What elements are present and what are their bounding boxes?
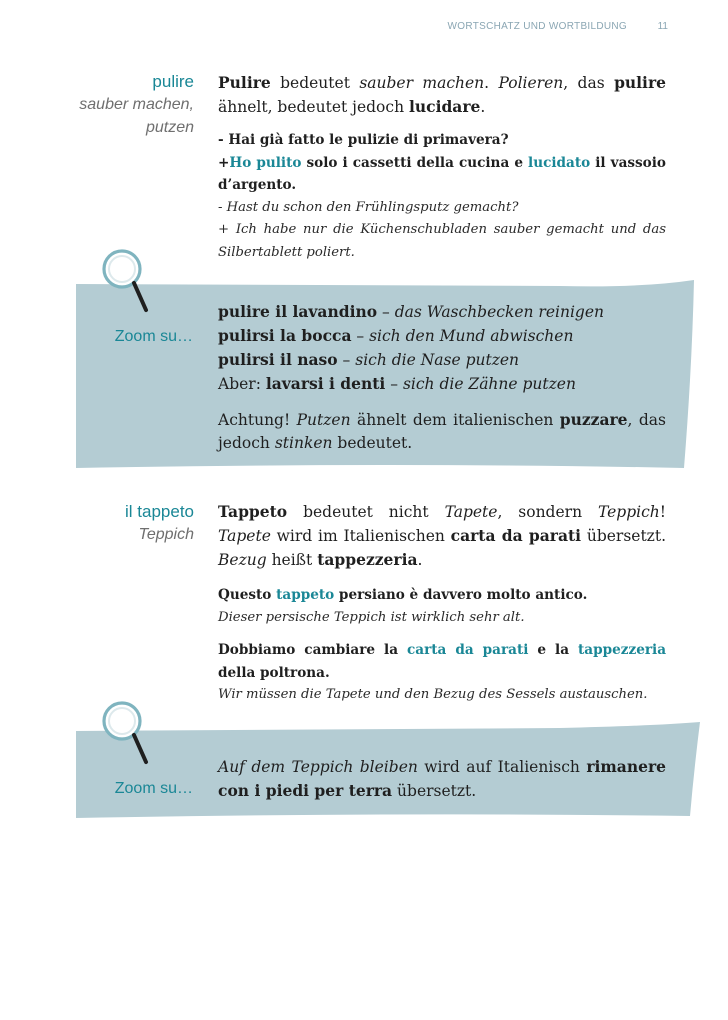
entry-body-tappeto (218, 500, 666, 707)
headword: il tappeto (125, 502, 194, 521)
zoom-box (0, 248, 728, 478)
zoom-label: Zoom su… (114, 328, 193, 345)
running-header (0, 21, 728, 37)
example-italian: - Hai già fatto le pulizie di primavera? (218, 132, 509, 148)
zoom-line: pulire il lavandino – das Waschbecken reinigen (218, 302, 604, 321)
example-italian: Dobbiamo cambiare la carta da parati e la tappezzeria della poltrona. (218, 642, 666, 681)
example-translation: + Ich habe nur die Küchenschubladen sauber gemacht und das Silbertablett poliert. (218, 222, 666, 260)
example-translation: Dieser persische Teppich ist wirklich sehr alt. (218, 609, 525, 625)
zoom-line: pulirsi il naso – sich die Nase putzen (218, 350, 520, 369)
zoom-line: pulirsi la bocca – sich den Mund abwischen (218, 326, 574, 345)
headword-translation: Teppich (138, 526, 194, 543)
headword-translation: sauber machen, (79, 96, 194, 113)
zoom-label: Zoom su… (114, 780, 193, 797)
headword-translation: putzen (145, 119, 194, 136)
zoom-note: Auf dem Teppich bleiben wird auf Italienisch rimanere con i piedi per terra übersetzt. (218, 757, 666, 800)
zoom-content (218, 300, 666, 455)
magnifier-icon (100, 248, 152, 316)
entry-intro: Pulire bedeutet sauber machen. Polieren, das pulire ähnelt, bedeutet jedoch lucidare. (218, 73, 666, 116)
entry-headword-tappeto (125, 500, 194, 546)
entry-body-pulire (218, 71, 666, 264)
example-italian: Questo tappeto persiano è davvero molto antico. (218, 587, 588, 603)
magnifier-icon (100, 700, 152, 768)
page-number: 11 (657, 21, 668, 32)
zoom-note: Achtung! Putzen ähnelt dem italienischen puzzare, das jedoch stinken bedeutet. (218, 410, 666, 452)
example-italian: +Ho pulito solo i cassetti della cucina e lucidato il vassoio d’argento. (218, 154, 666, 193)
zoom-content (218, 755, 666, 803)
example-translation: Wir müssen die Tapete und den Bezug des Sessels austauschen. (218, 687, 648, 702)
entry-headword-pulire (79, 70, 194, 139)
entry-intro: Tappeto bedeutet nicht Tapete, sondern Teppich! Tapete wird im Italienischen carta da parati übersetzt. Bezug heißt tappezzeria. (218, 502, 667, 569)
headword: pulire (152, 72, 194, 91)
zoom-line: Aber: lavarsi i denti – sich die Zähne putzen (218, 374, 576, 393)
zoom-box (0, 700, 728, 824)
example-translation: - Hast du schon den Frühlingsputz gemacht? (218, 199, 519, 215)
section-title: WORTSCHATZ UND WORTBILDUNG (447, 21, 627, 32)
